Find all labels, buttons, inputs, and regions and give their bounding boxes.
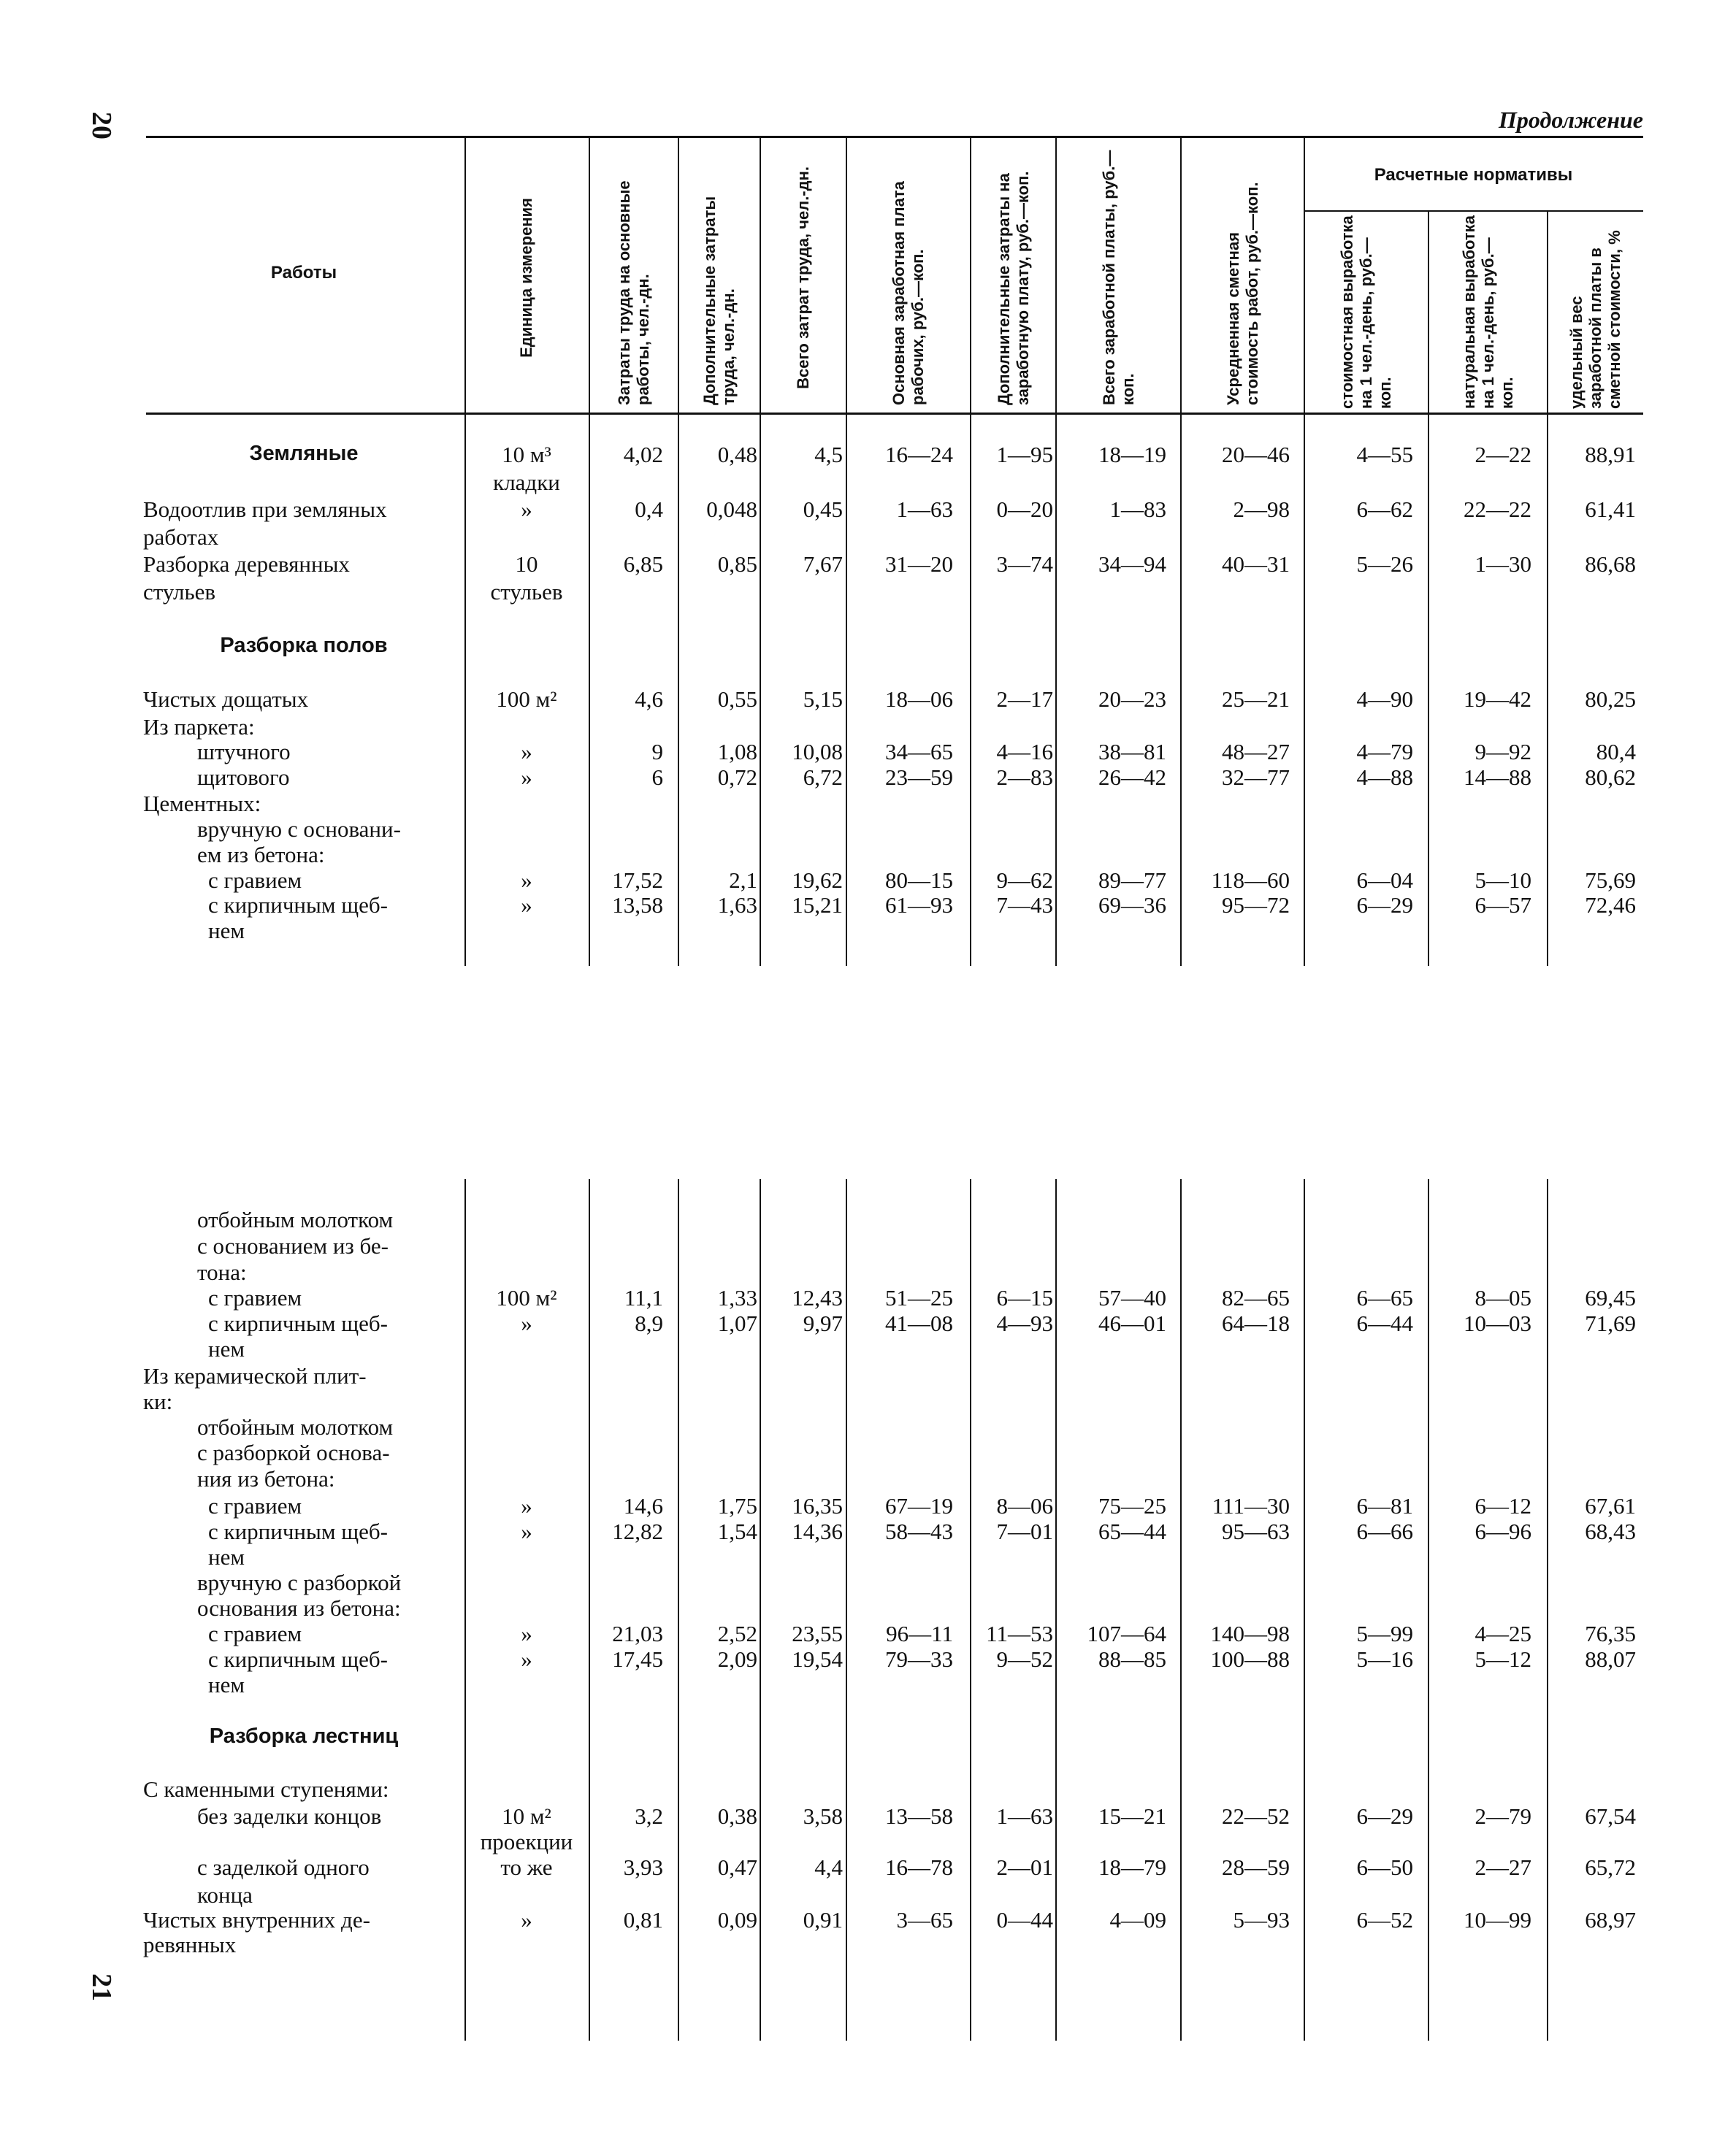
value-cell: 67,61 [1585,1493,1636,1519]
table-row [0,579,1725,605]
section-row [0,442,1725,468]
value-cell: 0,09 [717,1907,757,1933]
table-row [0,1570,1725,1596]
work-label: Водоотлив при земляных [143,496,387,522]
value-cell: 18—79 [1098,1854,1166,1880]
value-cell: 34—94 [1098,551,1166,577]
value-cell: 23—59 [885,764,953,790]
value-cell: 40—31 [1222,551,1290,577]
value-cell: 48—27 [1222,739,1290,764]
value-cell: 22—22 [1464,496,1531,522]
value-cell: 61—93 [885,892,953,918]
table-row [0,1466,1725,1492]
table-row [0,1621,1725,1647]
value-cell: 16—24 [885,442,953,467]
header-norm-natural: натуральная выработка на 1 чел.-день, руб.—коп. [1459,215,1516,409]
value-cell: 6—62 [1356,496,1413,522]
header-bottom-rule [146,413,1643,415]
unit-cell: » [521,892,532,918]
value-cell: 75,69 [1585,867,1636,893]
table-top-rule [146,136,1643,138]
unit-cell: » [521,1621,532,1646]
work-label: нем [208,1672,245,1697]
value-cell: 4—88 [1356,764,1413,790]
value-cell: 8,9 [635,1311,663,1336]
value-cell: 12,43 [792,1285,843,1311]
value-cell: 0,47 [717,1854,757,1880]
value-cell: 67,54 [1585,1803,1636,1829]
work-label: ревянных [143,1932,237,1957]
value-cell: 67—19 [885,1493,953,1519]
header-labor-main: Затраты труда на основные работы, чел.-дн. [615,180,652,405]
work-label: без заделки концов [197,1803,382,1829]
value-cell: 4—16 [996,739,1053,764]
value-cell: 0,048 [706,496,757,522]
table-row [0,1389,1725,1415]
value-cell: 5—99 [1356,1621,1413,1646]
value-cell: 69—36 [1098,892,1166,918]
value-cell: 6—29 [1356,1803,1413,1829]
work-label: с кирпичным щеб- [208,1519,388,1544]
work-label: с кирпичным щеб- [208,1646,388,1672]
continuation-label: Продолжение [1499,107,1643,133]
header-unit: Единица измерения [517,197,535,358]
unit-cell: » [521,764,532,790]
work-label: Из керамической плит- [143,1363,367,1389]
header-wage-main: Основная заработная плата рабочих, руб.—коп. [890,181,927,405]
value-cell: 118—60 [1211,867,1290,893]
work-label: штучного [197,739,291,764]
value-cell: 111—30 [1212,1493,1290,1519]
value-cell: 20—23 [1098,686,1166,712]
work-label: Цементных: [143,791,261,816]
value-cell: 68,97 [1585,1907,1636,1933]
table-row [0,1259,1725,1286]
value-cell: 25—21 [1222,686,1290,712]
unit-cell: кладки [493,469,560,495]
value-cell: 6—57 [1475,892,1531,918]
value-cell: 26—42 [1098,764,1166,790]
value-cell: 0,81 [623,1907,663,1933]
value-cell: 88—85 [1098,1646,1166,1672]
work-label: Чистых внутренних де- [143,1907,370,1933]
value-cell: 0,72 [717,764,757,790]
value-cell: 46—01 [1098,1311,1166,1336]
work-label: нем [208,1544,245,1570]
value-cell: 0,55 [717,686,757,712]
value-cell: 9—62 [996,867,1053,893]
table-row [0,496,1725,523]
section-row [0,1725,1725,1751]
value-cell: 2—22 [1475,442,1531,467]
value-cell: 2,52 [717,1621,757,1646]
value-cell: 6—44 [1356,1311,1413,1336]
work-label: с разборкой основа- [197,1440,390,1465]
table-row [0,1776,1725,1803]
value-cell: 6—50 [1356,1854,1413,1880]
table-row [0,1854,1725,1881]
unit-cell: » [521,1493,532,1519]
value-cell: 8—05 [1475,1285,1531,1311]
work-label: ния из бетона: [197,1466,335,1492]
value-cell: 3,58 [803,1803,843,1829]
value-cell: 13—58 [885,1803,953,1829]
value-cell: 6—04 [1356,867,1413,893]
value-cell: 80,4 [1596,739,1636,764]
value-cell: 19,54 [792,1646,843,1672]
work-label: работах [143,524,219,550]
work-label: нем [208,918,245,943]
header-labor-total: Всего затрат труда, чел.-дн. [794,166,812,389]
value-cell: 7—43 [996,892,1053,918]
header-norm-share: удельный вес заработной платы в сметной стоимости, % [1567,230,1623,409]
value-cell: 0,85 [717,551,757,577]
value-cell: 7—01 [996,1519,1053,1544]
value-cell: 6 [651,764,663,790]
value-cell: 10—03 [1464,1311,1531,1336]
value-cell: 1,75 [717,1493,757,1519]
table-row [0,1672,1725,1698]
work-label: вручную с основани- [197,816,401,842]
value-cell: 1—63 [996,1803,1053,1829]
value-cell: 95—72 [1222,892,1290,918]
value-cell: 14—88 [1464,764,1531,790]
value-cell: 3—74 [996,551,1053,577]
value-cell: 4—55 [1356,442,1413,467]
value-cell: 0,38 [717,1803,757,1829]
header-labor-extra: Дополнительные затраты труда, чел.-дн. [700,196,738,405]
value-cell: 32—77 [1222,764,1290,790]
value-cell: 6—66 [1356,1519,1413,1544]
value-cell: 5—26 [1356,551,1413,577]
value-cell: 4—90 [1356,686,1413,712]
value-cell: 11—53 [986,1621,1053,1646]
work-label: Разборка деревянных [143,551,350,577]
value-cell: 6,85 [623,551,663,577]
work-label: вручную с разборкой [197,1570,402,1595]
value-cell: 10—99 [1464,1907,1531,1933]
unit-cell: 10 [515,551,538,577]
work-label: отбойным молотком [197,1414,394,1440]
work-label: щитового [197,764,290,790]
value-cell: 1—83 [1109,496,1166,522]
section-title: Разборка лестниц [209,1725,399,1748]
table-row [0,1932,1725,1958]
value-cell: 6—81 [1356,1493,1413,1519]
table-row [0,867,1725,894]
work-label: тона: [197,1259,247,1285]
value-cell: 72,46 [1585,892,1636,918]
work-label: ки: [143,1389,173,1414]
work-label: нем [208,1336,245,1362]
value-cell: 6—15 [996,1285,1053,1311]
value-cell: 86,68 [1585,551,1636,577]
value-cell: 79—33 [885,1646,953,1672]
table-row [0,1829,1725,1855]
table-row [0,1907,1725,1933]
unit-cell: стульев [490,579,563,605]
unit-cell: » [521,739,532,764]
value-cell: 18—06 [885,686,953,712]
value-cell: 6—65 [1356,1285,1413,1311]
value-cell: 96—11 [886,1621,953,1646]
value-cell: 80—15 [885,867,953,893]
header-avg-cost: Усредненная сметная стоимость работ, руб.—коп. [1223,182,1261,405]
value-cell: 80,62 [1585,764,1636,790]
value-cell: 7,67 [803,551,843,577]
value-cell: 6—29 [1356,892,1413,918]
value-cell: 8—06 [996,1493,1053,1519]
value-cell: 31—20 [885,551,953,577]
value-cell: 14,36 [792,1519,843,1544]
value-cell: 12,82 [612,1519,663,1544]
work-label: с гравием [208,867,302,893]
value-cell: 6—52 [1356,1907,1413,1933]
value-cell: 11,1 [624,1285,663,1311]
value-cell: 4—25 [1475,1621,1531,1646]
table-row [0,524,1725,550]
norms-group-rule [1304,210,1643,212]
value-cell: 1,33 [717,1285,757,1311]
table-row [0,739,1725,765]
value-cell: 2—83 [996,764,1053,790]
value-cell: 17,52 [612,867,663,893]
value-cell: 4—09 [1109,1907,1166,1933]
value-cell: 15,21 [792,892,843,918]
value-cell: 5—16 [1356,1646,1413,1672]
table-row [0,816,1725,843]
table-row [0,842,1725,868]
work-label: с кирпичным щеб- [208,1311,388,1336]
value-cell: 1,08 [717,739,757,764]
value-cell: 71,69 [1585,1311,1636,1336]
table-row [0,469,1725,496]
unit-cell: проекции [480,1829,573,1854]
value-cell: 41—08 [885,1311,953,1336]
unit-cell: » [521,867,532,893]
value-cell: 16,35 [792,1493,843,1519]
work-label: Чистых дощатых [143,686,309,712]
value-cell: 6—96 [1475,1519,1531,1544]
value-cell: 2—79 [1475,1803,1531,1829]
value-cell: 5—12 [1475,1646,1531,1672]
value-cell: 4,6 [635,686,663,712]
value-cell: 89—77 [1098,867,1166,893]
unit-cell: » [521,496,532,522]
value-cell: 4,4 [814,1854,843,1880]
unit-cell: » [521,1646,532,1672]
value-cell: 4—79 [1356,739,1413,764]
value-cell: 5,15 [803,686,843,712]
work-label: с кирпичным щеб- [208,892,388,918]
unit-cell: » [521,1907,532,1933]
value-cell: 2,09 [717,1646,757,1672]
work-label: с гравием [208,1285,302,1311]
value-cell: 58—43 [885,1519,953,1544]
value-cell: 64—18 [1222,1311,1290,1336]
work-label: с гравием [208,1621,302,1646]
value-cell: 13,58 [612,892,663,918]
work-label: с гравием [208,1493,302,1519]
value-cell: 75—25 [1098,1493,1166,1519]
value-cell: 34—65 [885,739,953,764]
value-cell: 140—98 [1210,1621,1290,1646]
work-label: с основанием из бе- [197,1233,389,1259]
work-label: отбойным молотком [197,1207,394,1232]
section-title: Разборка полов [220,634,388,657]
value-cell: 9 [651,739,663,764]
table-row [0,1414,1725,1440]
value-cell: 28—59 [1222,1854,1290,1880]
table-row [0,1233,1725,1259]
value-cell: 1—30 [1475,551,1531,577]
unit-cell: 100 м² [496,1285,557,1311]
value-cell: 0,4 [635,496,663,522]
value-cell: 6—12 [1475,1493,1531,1519]
table-row [0,1363,1725,1389]
value-cell: 65—44 [1098,1519,1166,1544]
unit-cell: » [521,1311,532,1336]
table-row [0,918,1725,944]
work-label: конца [197,1882,253,1908]
value-cell: 2,1 [729,867,757,893]
value-cell: 95—63 [1222,1519,1290,1544]
table-row [0,1646,1725,1673]
table-row [0,1285,1725,1311]
work-label: С каменными ступенями: [143,1776,389,1802]
table-row [0,1882,1725,1908]
value-cell: 4,5 [814,442,843,467]
table-row [0,1595,1725,1622]
value-cell: 0—20 [996,496,1053,522]
value-cell: 9—52 [996,1646,1053,1672]
section-row [0,634,1725,660]
table-row [0,1493,1725,1519]
table-row [0,1803,1725,1830]
value-cell: 9,97 [803,1311,843,1336]
header-norms-group: Расчетные нормативы [1374,165,1573,185]
table-row [0,1519,1725,1545]
value-cell: 0,91 [803,1907,843,1933]
value-cell: 14,6 [623,1493,663,1519]
value-cell: 88,07 [1585,1646,1636,1672]
table-row [0,551,1725,578]
value-cell: 3,2 [635,1803,663,1829]
value-cell: 2—01 [996,1854,1053,1880]
value-cell: 23,55 [792,1621,843,1646]
value-cell: 5—10 [1475,867,1531,893]
table-row [0,1311,1725,1337]
value-cell: 6,72 [803,764,843,790]
table-row [0,764,1725,791]
work-label: Из паркета: [143,714,255,740]
value-cell: 5—93 [1233,1907,1290,1933]
value-cell: 17,45 [612,1646,663,1672]
value-cell: 19,62 [792,867,843,893]
table-row [0,714,1725,740]
value-cell: 9—92 [1475,739,1531,764]
value-cell: 69,45 [1585,1285,1636,1311]
table-row [0,1544,1725,1570]
value-cell: 76,35 [1585,1621,1636,1646]
value-cell: 0—44 [996,1907,1053,1933]
value-cell: 82—65 [1222,1285,1290,1311]
value-cell: 0,45 [803,496,843,522]
table-row [0,1336,1725,1362]
work-label: основания из бетона: [197,1595,401,1621]
value-cell: 4—93 [996,1311,1053,1336]
value-cell: 18—19 [1098,442,1166,467]
value-cell: 3,93 [623,1854,663,1880]
section-title: Земляные [249,442,359,465]
table-row [0,892,1725,918]
value-cell: 3—65 [896,1907,953,1933]
value-cell: 0,48 [717,442,757,467]
header-norm-cost: стоимостная выработка на 1 чел.-день, руб.—коп. [1338,215,1394,409]
header-wage-total: Всего заработной платы, руб.—коп. [1099,150,1137,405]
unit-cell: 10 м² [502,1803,551,1829]
table-row [0,1207,1725,1233]
value-cell: 57—40 [1098,1285,1166,1311]
value-cell: 2—17 [996,686,1053,712]
page-number-bottom: 21 [86,1973,117,2001]
value-cell: 1,54 [717,1519,757,1544]
work-label: с заделкой одного [197,1854,370,1880]
header-works: Работы [270,263,337,283]
table-row [0,791,1725,817]
unit-cell: то же [500,1854,553,1880]
value-cell: 10,08 [792,739,843,764]
value-cell: 68,43 [1585,1519,1636,1544]
value-cell: 61,41 [1585,496,1636,522]
value-cell: 100—88 [1210,1646,1290,1672]
value-cell: 80,25 [1585,686,1636,712]
header-wage-extra: Дополнительные затраты на заработную плату, руб.—коп. [994,171,1032,405]
value-cell: 20—46 [1222,442,1290,467]
value-cell: 1—95 [996,442,1053,467]
unit-cell: 10 м³ [502,442,551,467]
value-cell: 107—64 [1087,1621,1166,1646]
value-cell: 19—42 [1464,686,1531,712]
value-cell: 22—52 [1222,1803,1290,1829]
value-cell: 4,02 [623,442,663,467]
value-cell: 2—27 [1475,1854,1531,1880]
work-label: стульев [143,579,216,605]
value-cell: 21,03 [612,1621,663,1646]
value-cell: 51—25 [885,1285,953,1311]
table-row [0,1440,1725,1466]
value-cell: 2—98 [1233,496,1290,522]
table-row [0,686,1725,713]
value-cell: 15—21 [1098,1803,1166,1829]
unit-cell: » [521,1519,532,1544]
value-cell: 1,63 [717,892,757,918]
unit-cell: 100 м² [496,686,557,712]
value-cell: 1—63 [896,496,953,522]
value-cell: 88,91 [1585,442,1636,467]
value-cell: 65,72 [1585,1854,1636,1880]
page-number-top: 20 [86,112,117,139]
value-cell: 16—78 [885,1854,953,1880]
work-label: ем из бетона: [197,842,325,867]
value-cell: 1,07 [717,1311,757,1336]
value-cell: 38—81 [1098,739,1166,764]
